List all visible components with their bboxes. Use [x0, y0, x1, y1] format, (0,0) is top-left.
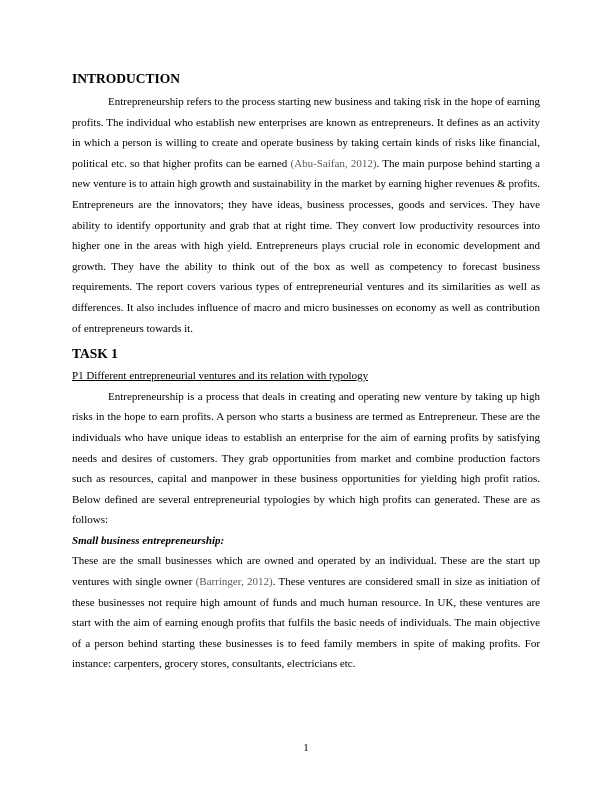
task1-subheading: P1 Different entrepreneurial ventures and its relation with typology	[72, 370, 369, 383]
small-business-text-end: . These ventures are considered small in size as initiation of these businesses not require high amount of funds and much human resource. In UK, these ventures are start with the aim of earning enough profits that fulfils the basic needs of individuals. The main objective of a person behind starting these businesses is to feed family members in spite of making profits. For instance: carpenters, grocery stores, consultants, electricians etc.	[72, 576, 540, 671]
citation-barringer: (Barringer, 2012)	[195, 576, 273, 589]
small-business-paragraph	[72, 551, 540, 675]
task1-heading: TASK 1	[72, 346, 118, 362]
introduction-heading: INTRODUCTION	[72, 71, 181, 86]
task1-paragraph: Entrepreneurship is a process that deals in creating and operating new venture by taking up high risks in the hope to earn profits. A person who starts a business are termed as Entrepreneur. These are the individuals who have unique ideas to establish an enterprise for the aim of earning profits by satisfying needs and desires of customers. They grab opportunities from market and combine production factors such as resources, capital and manpower in these business opportunities for yielding high profit ratios. Below defined are several entrepreneurial typologies by which high profits can generated. These are as follows:	[72, 390, 540, 527]
document-page	[72, 70, 540, 675]
page-number: 1	[303, 742, 309, 754]
citation-abu-saifan: (Abu-Saifan, 2012)	[290, 157, 377, 170]
intro-text-start: Entrepreneurship refers to the process starting new business and taking risk in the hope of earning profits. The individual who establish new enterprises are known as entrepreneurs. It defines as an activity in which a person is willing to create and operate business by taking certain kinds of risks like financial, political etc. so that higher profits can be earned	[72, 96, 540, 170]
intro-text-end: . The main purpose behind starting a new venture is to attain high growth and sustainability in the market by earning higher revenues & profits. Entrepreneurs are the innovators; they have ideas, business processes, goods and services. They have ability to identify opportunity and grab that at right time. They convert low productivity resources into higher one in the areas with high yield. Entrepreneurs plays crucial role in economic development and growth. They have the ability to think out of the box as well as competency to forecast business requirements. The report covers various types of entrepreneurial ventures and its similarities as well as differences. It also includes influence of macro and micro businesses on economy as well as contribution of entrepreneurs towards it.	[72, 157, 541, 335]
introduction-paragraph	[72, 92, 540, 339]
small-business-heading: Small business entrepreneurship:	[72, 534, 225, 547]
small-business-text-start: These are the small businesses which are owned and operated by an individual. These are the start up ventures with single owner	[72, 555, 540, 589]
